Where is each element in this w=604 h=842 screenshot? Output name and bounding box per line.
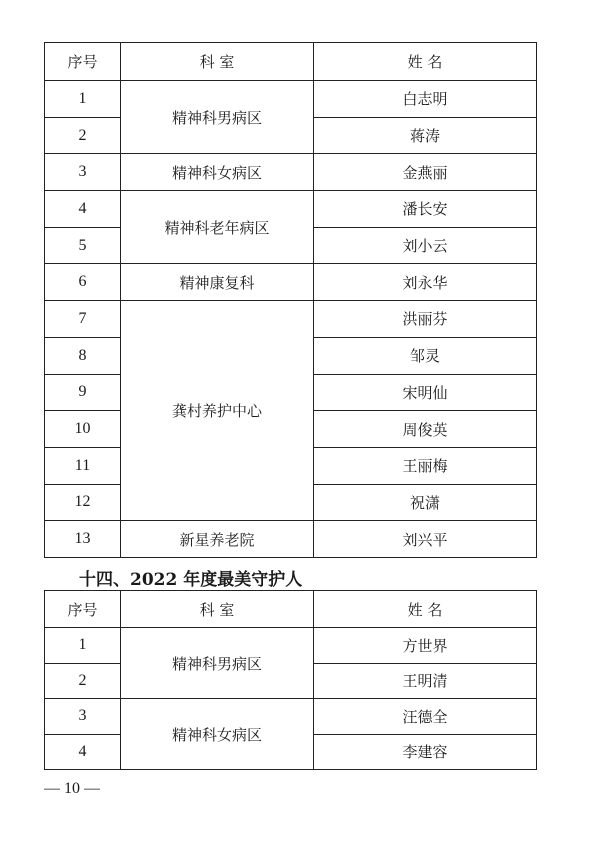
person-name: 宋明仙 bbox=[314, 374, 537, 411]
award-table-1 bbox=[44, 42, 537, 558]
award-table-2 bbox=[44, 590, 537, 770]
row-number: 7 bbox=[45, 301, 121, 338]
person-name: 周俊英 bbox=[314, 411, 537, 448]
department-cell: 精神科女病区 bbox=[121, 154, 314, 191]
department-cell: 龚村养护中心 bbox=[121, 301, 314, 521]
table-row bbox=[45, 301, 537, 338]
row-number: 13 bbox=[45, 521, 121, 558]
table-row bbox=[45, 521, 537, 558]
row-number: 8 bbox=[45, 337, 121, 374]
person-name: 金燕丽 bbox=[314, 154, 537, 191]
person-name: 白志明 bbox=[314, 81, 537, 118]
row-number: 1 bbox=[45, 81, 121, 118]
row-number: 3 bbox=[45, 699, 121, 735]
row-number: 10 bbox=[45, 411, 121, 448]
person-name: 祝潇 bbox=[314, 484, 537, 521]
row-number: 4 bbox=[45, 734, 121, 770]
person-name: 刘兴平 bbox=[314, 521, 537, 558]
department-cell: 精神科男病区 bbox=[121, 81, 314, 154]
person-name: 王明清 bbox=[314, 663, 537, 699]
table-row bbox=[45, 81, 537, 118]
table-header-row bbox=[45, 591, 537, 628]
department-cell: 精神科老年病区 bbox=[121, 191, 314, 264]
person-name: 洪丽芬 bbox=[314, 301, 537, 338]
page-number: — 10 — bbox=[44, 780, 100, 797]
person-name: 李建容 bbox=[314, 734, 537, 770]
table-row bbox=[45, 628, 537, 664]
header-dept: 科 室 bbox=[121, 43, 314, 81]
department-cell: 精神科女病区 bbox=[121, 699, 314, 770]
row-number: 9 bbox=[45, 374, 121, 411]
header-name: 姓 名 bbox=[314, 591, 537, 628]
person-name: 刘永华 bbox=[314, 264, 537, 301]
header-no: 序号 bbox=[45, 591, 121, 628]
table-row bbox=[45, 154, 537, 191]
header-dept: 科 室 bbox=[121, 591, 314, 628]
person-name: 潘长安 bbox=[314, 191, 537, 228]
row-number: 3 bbox=[45, 154, 121, 191]
row-number: 2 bbox=[45, 663, 121, 699]
person-name: 蒋涛 bbox=[314, 117, 537, 154]
row-number: 12 bbox=[45, 484, 121, 521]
row-number: 2 bbox=[45, 117, 121, 154]
table-row bbox=[45, 191, 537, 228]
person-name: 王丽梅 bbox=[314, 447, 537, 484]
header-no: 序号 bbox=[45, 43, 121, 81]
person-name: 汪德全 bbox=[314, 699, 537, 735]
table-row bbox=[45, 264, 537, 301]
header-name: 姓 名 bbox=[314, 43, 537, 81]
row-number: 1 bbox=[45, 628, 121, 664]
person-name: 邹灵 bbox=[314, 337, 537, 374]
table-header-row bbox=[45, 43, 537, 81]
person-name: 方世界 bbox=[314, 628, 537, 664]
person-name: 刘小云 bbox=[314, 227, 537, 264]
section-14-title: 十四、2022 年度最美守护人 bbox=[79, 570, 303, 590]
department-cell: 精神科男病区 bbox=[121, 628, 314, 699]
table-row bbox=[45, 699, 537, 735]
department-cell: 精神康复科 bbox=[121, 264, 314, 301]
row-number: 4 bbox=[45, 191, 121, 228]
row-number: 5 bbox=[45, 227, 121, 264]
row-number: 11 bbox=[45, 447, 121, 484]
department-cell: 新星养老院 bbox=[121, 521, 314, 558]
row-number: 6 bbox=[45, 264, 121, 301]
